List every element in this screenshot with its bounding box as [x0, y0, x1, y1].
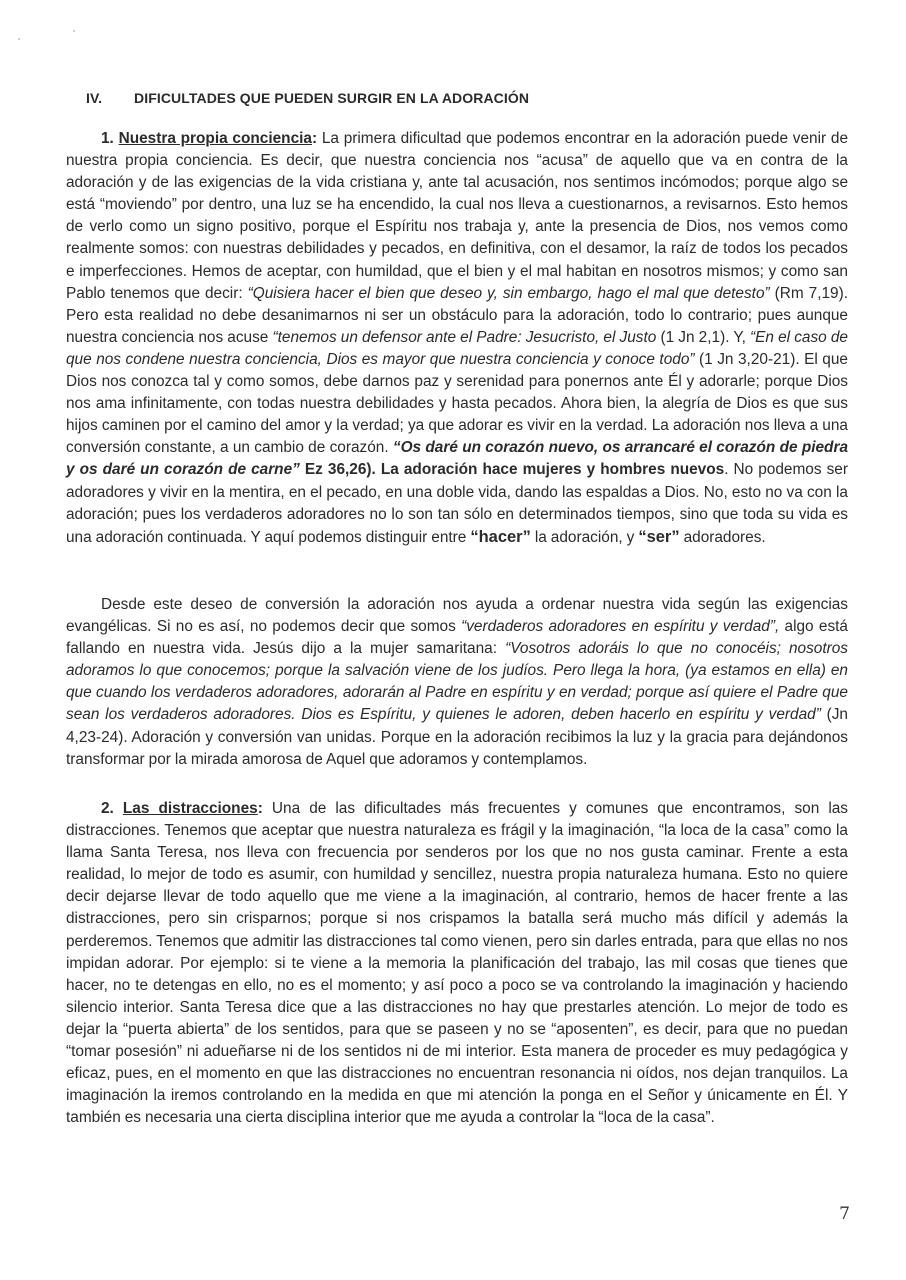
text-run: algo está fallando en nuestra vida. Jesús dijo a la mujer samaritana: [66, 618, 848, 658]
text-run: la adoración, y [530, 528, 639, 546]
scan-speck [18, 38, 20, 40]
item-colon: : [311, 130, 318, 147]
emphasis-run: La adoración hace mujeres y hombres nuevos [380, 461, 725, 479]
item-colon: : [257, 800, 263, 817]
text-run: adoradores. [679, 528, 766, 546]
quote-run: “En el caso de que nos condene nuestra conciencia, Dios es mayor que nuestra conciencia y conoce todo” [66, 328, 848, 368]
item-label: Las distracciones [122, 800, 258, 817]
item-number: 1. [101, 130, 114, 147]
text-run: La primera dificultad que podemos encontrar en la adoración puede venir de nuestra propia conciencia. Es decir, que nuestra conciencia nos “acusa” de aquello que va en contra de la adoración y de las exigencias de la vida cristiana y, ante tal acusación, nos sentimos incómodos; porque algo se está “moviendo” por dentro, una luz se ha encendido, la cual nos lleva a cuestionarnos, a revisarnos. Esto hemos de verlo como un signo positivo, porque el Espíritu nos trabaja y, ante la presencia de Dios, nos vemos como realmente somos: con nuestras debilidades y pecados, en definitiva, con el desamor, la raíz de todos los pecados e imperfecciones. Hemos de aceptar, con humildad, que el bien y el mal habitan en nosotros mismos; y como san Pablo tenemos que decir: [66, 130, 848, 302]
quote-run: “tenemos un defensor ante el Padre: Jesucristo, el Justo [272, 328, 657, 346]
page-number: 7 [839, 1204, 850, 1224]
item-label: Nuestra propia conciencia [118, 130, 312, 147]
quote-run: “Vosotros adoráis lo que no conocéis; nosotros adoramos lo que conocemos; porque la salvación viene de los judíos. Pero llega la hora, (ya estamos en ella) en que cuando los verdaderos adoradores, adorarán al Padre en espíritu y en verdad; porque así quiere el Padre que sean los verdaderos adoradores. Dios es Espíritu, y quienes le adoren, deben hacerlo en espíritu y verdad” [66, 640, 849, 724]
section-number: IV. [86, 90, 103, 106]
paragraph-distracciones [66, 798, 848, 1129]
text-run: (1 Jn 2,1). Y, [656, 328, 751, 346]
text-run: Ez 36,26). [299, 461, 381, 479]
text-run: (1 Jn 3,20-21). El que Dios nos conozca tal y como somos, debe darnos paz y serenidad para ponernos ante Él y adorarle; porque Dios nos ama infinitamente, con todas nuestra debilidades y hasta pecados. Ahora bien, la alegría de Dios es que sus hijos caminen por el camino del amor y la verdad; ya que adorar es vivir en la verdad. La adoración nos lleva a una conversión constante, a un cambio de corazón. [66, 350, 848, 457]
quote-run: “Os daré un corazón nuevo, os arrancaré el corazón de piedra y os daré un corazón de carne” [66, 439, 849, 479]
paragraph-conciencia [66, 128, 848, 549]
emphasis-run: “ser” [638, 527, 680, 546]
text-run: (Jn 4,23-24). Adoración y conversión van unidas. Porque en la adoración recibimos la luz y la gracia para dejándonos transformar por la mirada amorosa de Aquel que adoramos y contemplamos. [66, 706, 848, 768]
text-run: . No podemos ser adoradores y vivir en la mentira, en el pecado, en una doble vida, dando las espaldas a Dios. No, esto no va con la adoración; pues los verdaderos adoradores no lo son tan sólo en determinados tiempos, sino que toda su vida es una adoración continuada. Y aquí podemos distinguir entre [66, 461, 848, 546]
item-number: 2. [101, 800, 114, 817]
section-heading [86, 90, 529, 106]
quote-run: “verdaderos adoradores en espíritu y verdad”, [461, 618, 780, 636]
section-title: DIFICULTADES QUE PUEDEN SURGIR EN LA ADORACIÓN [134, 90, 530, 106]
text-run: Desde este deseo de conversión la adoración nos ayuda a ordenar nuestra vida según las exigencias evangélicas. Si no es así, no podemos decir que somos [66, 596, 848, 636]
text-run: (Rm 7,19). Pero esta realidad no debe desanimarnos ni ser un obstáculo para la adoración, todo lo contrario; pues aunque nuestra conciencia nos acuse [66, 284, 848, 346]
paragraph-conversion [66, 594, 848, 771]
text-run: Una de las dificultades más frecuentes y comunes que encontramos, son las distracciones. Tenemos que aceptar que nuestra naturaleza es frágil y la imaginación, “la loca de la casa” como la llama Santa Teresa, nos lleva con frecuencia por senderos por los que no nos gusta caminar. Frente a esta realidad, lo mejor de todo es asumir, con humildad y sencillez, nuestra propia naturaleza humana. Esto no quiere decir dejarse llevar de todo aquello que me viene a la imaginación, al contrario, hemos de hacer frente a las distracciones, pero sin crisparnos; porque si nos crispamos la batalla será mucho más difícil y además la perderemos. Tenemos que admitir las distracciones tal como vienen, pero sin darles entrada, para que ellas no nos impidan adorar. Por ejemplo: si te viene a la memoria la planificación del trabajo, las mil cosas que tienes que hacer, no te detengas en ello, no es el momento; y así poco a poco se va controlando la imaginación y haciendo silencio interior. Santa Teresa dice que a las distracciones no hay que prestarles atención. Lo mejor de todo es dejar la “puerta abierta” de los sentidos, para que se paseen y no se “aposenten”, es decir, para que no puedan “tomar posesión” ni adueñarse ni de los sentidos ni de mi interior. Esta manera de proceder es muy pedagógica y eficaz, pues, en el momento en que las distracciones no encuentran resonancia ni oídos, nos dejan tranquilos. La imaginación la iremos controlando en la medida en que mi atención la ponga en el Señor y únicamente en Él. Y también es necesaria una cierta disciplina interior que me ayuda a controlar la “loca de la casa”. [66, 800, 848, 1127]
quote-run: “Quisiera hacer el bien que deseo y, sin embargo, hago el mal que detesto” [247, 284, 770, 302]
scan-speck [73, 30, 75, 32]
emphasis-run: “hacer” [470, 527, 531, 546]
